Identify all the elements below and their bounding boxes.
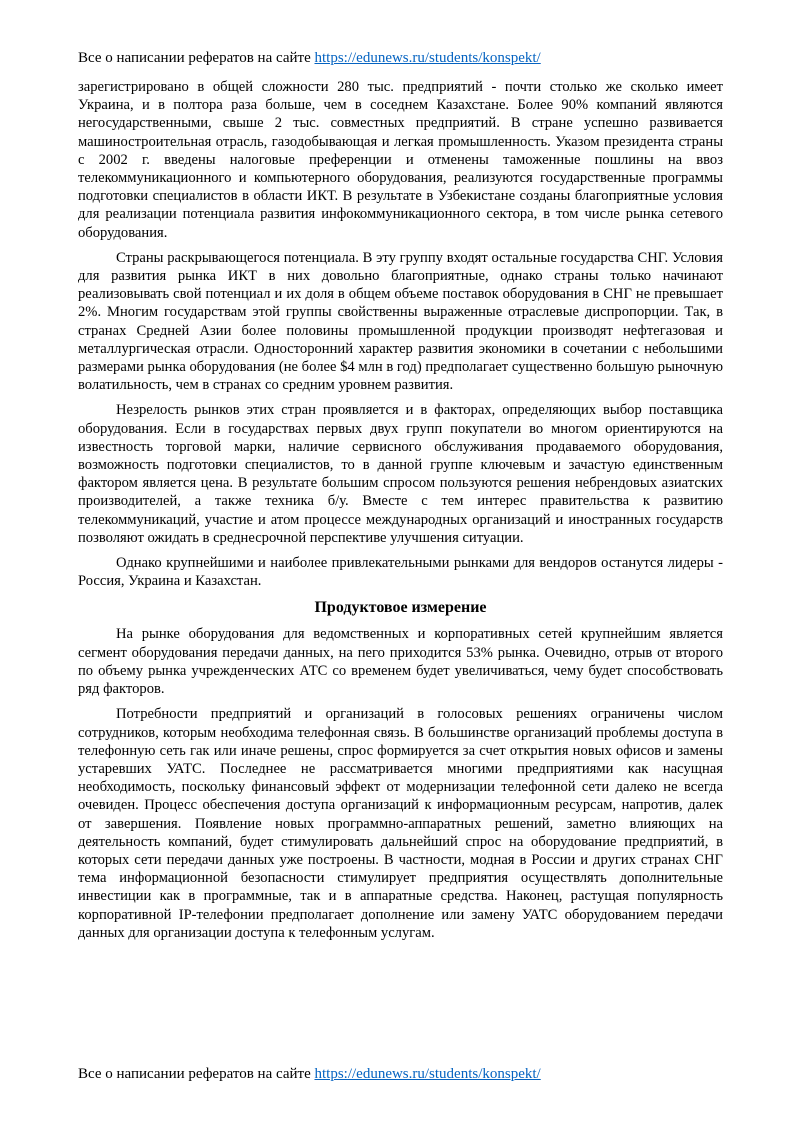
paragraph-3: Незрелость рынков этих стран проявляется и в факторах, определяющих выбор поставщика оборудования. Если в государствах первых двух групп покупатели во многом ориентируются на известность торговой марки, наличие сервисного обслуживания продаваемого оборудования, возможность подготовки специалистов, то в данной группе ключевым и зачастую единственным фактором является цена. В результате большим спросом пользуются решения небрендовых азиатских производителей, а также техника б/у. Вместе с тем интерес правительства к развитию телекоммуникаций, участие и атом процессе международных организаций и иностранных государств позволяют ожидать в среднесрочной перспективе улучшения ситуации. [78, 402, 723, 546]
page-header [78, 49, 728, 67]
document-body [78, 78, 723, 949]
paragraph-4: Однако крупнейшими и наиболее привлекательными рынками для вендоров останутся лидеры - Россия, Украина и Казахстан. [78, 555, 723, 590]
footer-text: Все о написании рефератов на сайте [78, 1066, 315, 1082]
footer-link[interactable]: https://edunews.ru/students/konspekt/ [314, 1066, 541, 1082]
paragraph-6: Потребности предприятий и организаций в голосовых решениях ограничены числом сотрудников, которым необходима телефонная связь. В большинстве организаций проблемы доступа в телефонную сеть гак или иначе решены, спрос формируется за счет открытия новых офисов и замены устаревших УАТС. Последнее не рассматривается многими предприятиями как насущная необходимость, поскольку финансовый эффект от модернизации телефонной сети далеко не всегда очевиден. Процесс обеспечения доступа организаций к информационным ресурсам, напротив, далек от завершения. Появление новых программно-аппаратных решений, заметно влияющих на деятельность компаний, будет стимулировать дальнейший спрос на оборудование предприятий, в которых сети передачи данных уже построены. В частности, модная в России и других странах СНГ тема информационной безопасности стимулирует предприятия осуществлять дополнительные инвестиции как в программные, так и в аппаратные средства. Наконец, растущая популярность корпоративной IP-телефонии предполагает дополнение или замену УАТС оборудованием передачи данных для организации доступа к телефонным услугам. [78, 706, 723, 941]
header-link[interactable]: https://edunews.ru/students/konspekt/ [314, 50, 541, 66]
page-footer [78, 1065, 728, 1083]
header-text: Все о написании рефератов на сайте [78, 50, 315, 66]
paragraph-5: На рынке оборудования для ведомственных и корпоративных сетей крупнейшим является сегмент оборудования передачи данных, на пего приходится 53% рынка. Очевидно, отрыв от второго по объему рынка учрежденческих АТС со временем будет увеличиваться, чему будет способствовать ряд факторов. [78, 626, 723, 698]
paragraph-1: зарегистрировано в общей сложности 280 тыс. предприятий - почти столько же сколько имеет Украина, и в полтора раза больше, чем в соседнем Казахстане. Более 90% компаний являются негосударственными, свыше 2 тыс. совместных предприятий. В стране успешно развивается машиностроительная отрасль, газодобывающая и легкая промышленность. Указом президента страны с 2002 г. введены налоговые преференции и отменены таможенные пошлины на ввоз телекоммуникационного и компьютерного оборудования, реализуются государственные программы подготовки специалистов в области ИКТ. В результате в Узбекистане созданы благоприятные условия для реализации потенциала развития инфокоммуникационного сектора, в том числе рынка сетевого оборудования. [78, 79, 723, 241]
section-heading: Продуктовое измерение [314, 599, 487, 617]
paragraph-2: Страны раскрывающегося потенциала. В эту группу входят остальные государства СНГ. Условия для развития рынка ИКТ в них довольно благоприятные, однако страны только начинают реализовывать свой потенциал и их доля в общем объеме поставок оборудования в СНГ не превышает 2%. Многим государствам этой группы свойственны выраженные отраслевые диспропорции. Так, в странах Средней Азии более половины промышленной продукции производят нефтегазовая и металлургическая отрасли. Односторонний характер развития экономики в сочетании с небольшими размерами рынка оборудования (не более $4 млн в год) предполагает существенно большую рыночную волатильность, чем в странах со средним уровнем развития. [78, 249, 723, 394]
